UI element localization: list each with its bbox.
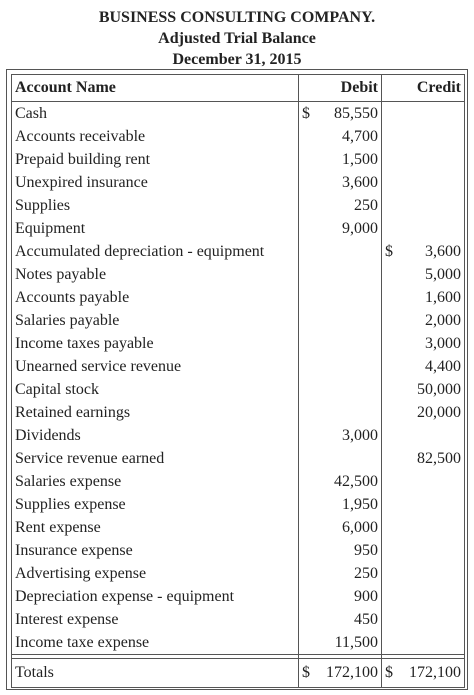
credit-value: 5,000 <box>425 266 461 283</box>
account-row <box>12 516 465 539</box>
credit-cell <box>382 286 465 309</box>
account-row <box>12 332 465 355</box>
totals-debit-cell <box>299 659 382 688</box>
credit-value: 20,000 <box>417 404 461 421</box>
credit-value: 3,600 <box>425 243 461 260</box>
account-name-cell: Interest expense <box>12 608 299 631</box>
debit-value: 250 <box>354 565 378 582</box>
trial-balance-frame <box>6 69 468 690</box>
debit-value: 900 <box>354 588 378 605</box>
account-row <box>12 240 465 263</box>
account-name-cell: Advertising expense <box>12 562 299 585</box>
debit-value: 42,500 <box>334 473 378 490</box>
account-name-cell: Supplies expense <box>12 493 299 516</box>
debit-cell <box>299 585 382 608</box>
credit-cell <box>382 470 465 493</box>
debit-cell <box>299 631 382 655</box>
debit-value: 250 <box>354 197 378 214</box>
account-row <box>12 355 465 378</box>
account-row <box>12 309 465 332</box>
report-title: Adjusted Trial Balance <box>158 30 316 47</box>
totals-credit-currency-symbol: $ <box>385 664 393 681</box>
credit-cell <box>382 332 465 355</box>
debit-cell <box>299 263 382 286</box>
debit-cell <box>299 332 382 355</box>
credit-value: 82,500 <box>417 450 461 467</box>
credit-cell <box>382 562 465 585</box>
account-name-cell: Unexpired insurance <box>12 171 299 194</box>
credit-cell <box>382 447 465 470</box>
totals-debit-currency-symbol: $ <box>302 664 310 681</box>
account-row <box>12 102 465 126</box>
account-row <box>12 470 465 493</box>
account-name-cell: Income taxe expense <box>12 631 299 655</box>
account-name-cell: Dividends <box>12 424 299 447</box>
debit-currency-symbol: $ <box>302 105 310 122</box>
debit-cell <box>299 286 382 309</box>
debit-value: 11,500 <box>334 634 378 651</box>
account-row <box>12 286 465 309</box>
column-header-account-name: Account Name <box>12 75 299 102</box>
credit-cell <box>382 539 465 562</box>
totals-credit-cell <box>382 659 465 688</box>
account-name-cell: Rent expense <box>12 516 299 539</box>
credit-cell <box>382 148 465 171</box>
debit-cell <box>299 447 382 470</box>
debit-value: 1,950 <box>342 496 378 513</box>
debit-cell <box>299 493 382 516</box>
debit-cell <box>299 217 382 240</box>
company-name: BUSINESS CONSULTING COMPANY. <box>98 9 376 26</box>
debit-cell <box>299 424 382 447</box>
credit-cell <box>382 171 465 194</box>
account-row <box>12 447 465 470</box>
credit-cell <box>382 217 465 240</box>
account-name-cell: Accounts payable <box>12 286 299 309</box>
account-name-cell: Salaries expense <box>12 470 299 493</box>
debit-cell <box>299 470 382 493</box>
totals-row <box>12 659 465 688</box>
debit-cell <box>299 171 382 194</box>
credit-cell <box>382 263 465 286</box>
account-rows <box>12 102 465 655</box>
account-row <box>12 539 465 562</box>
account-row <box>12 171 465 194</box>
debit-value: 9,000 <box>342 220 378 237</box>
credit-cell <box>382 355 465 378</box>
credit-cell <box>382 125 465 148</box>
account-row <box>12 194 465 217</box>
credit-value: 3,000 <box>425 335 461 352</box>
credit-value: 1,600 <box>425 289 461 306</box>
debit-cell <box>299 148 382 171</box>
debit-cell <box>299 102 382 126</box>
debit-cell <box>299 309 382 332</box>
report-date: December 31, 2015 <box>172 51 302 68</box>
account-name-cell: Notes payable <box>12 263 299 286</box>
credit-cell <box>382 401 465 424</box>
account-row <box>12 631 465 655</box>
account-row <box>12 263 465 286</box>
credit-cell <box>382 378 465 401</box>
debit-cell <box>299 539 382 562</box>
debit-cell <box>299 240 382 263</box>
credit-cell <box>382 194 465 217</box>
credit-cell <box>382 102 465 126</box>
account-name-cell: Capital stock <box>12 378 299 401</box>
account-name-cell: Accounts receivable <box>12 125 299 148</box>
account-name-cell: Equipment <box>12 217 299 240</box>
debit-cell <box>299 401 382 424</box>
account-name-cell: Accumulated depreciation - equipment <box>12 240 299 263</box>
credit-value: 50,000 <box>417 381 461 398</box>
column-header-credit: Credit <box>382 75 465 102</box>
totals-debit-value: 172,100 <box>326 664 378 681</box>
debit-value: 3,000 <box>342 427 378 444</box>
totals-credit-value: 172,100 <box>409 664 461 681</box>
credit-cell <box>382 608 465 631</box>
debit-value: 3,600 <box>342 174 378 191</box>
debit-value: 950 <box>354 542 378 559</box>
debit-cell <box>299 516 382 539</box>
debit-cell <box>299 125 382 148</box>
debit-cell <box>299 562 382 585</box>
account-name-cell: Income taxes payable <box>12 332 299 355</box>
debit-value: 1,500 <box>342 151 378 168</box>
account-row <box>12 125 465 148</box>
account-row <box>12 562 465 585</box>
account-name-cell: Salaries payable <box>12 309 299 332</box>
account-name-cell: Supplies <box>12 194 299 217</box>
debit-value: 85,550 <box>334 105 378 122</box>
account-row <box>12 608 465 631</box>
account-name-cell: Prepaid building rent <box>12 148 299 171</box>
debit-cell <box>299 194 382 217</box>
credit-cell <box>382 585 465 608</box>
account-row <box>12 378 465 401</box>
account-row <box>12 148 465 171</box>
debit-cell <box>299 355 382 378</box>
credit-value: 2,000 <box>425 312 461 329</box>
debit-value: 6,000 <box>342 519 378 536</box>
debit-cell <box>299 378 382 401</box>
debit-value: 4,700 <box>342 128 378 145</box>
debit-cell <box>299 608 382 631</box>
account-name-cell: Insurance expense <box>12 539 299 562</box>
credit-cell <box>382 631 465 655</box>
credit-cell <box>382 516 465 539</box>
account-row <box>12 401 465 424</box>
credit-cell <box>382 240 465 263</box>
account-row <box>12 424 465 447</box>
credit-cell <box>382 309 465 332</box>
account-name-cell: Retained earnings <box>12 401 299 424</box>
column-header-debit: Debit <box>299 75 382 102</box>
totals-label: Totals <box>12 659 299 688</box>
account-name-cell: Cash <box>12 102 299 126</box>
credit-cell <box>382 493 465 516</box>
credit-currency-symbol: $ <box>385 243 393 260</box>
account-row <box>12 217 465 240</box>
account-name-cell: Service revenue earned <box>12 447 299 470</box>
credit-cell <box>382 424 465 447</box>
account-row <box>12 585 465 608</box>
trial-balance-table <box>11 74 465 688</box>
debit-value: 450 <box>354 611 378 628</box>
credit-value: 4,400 <box>425 358 461 375</box>
account-name-cell: Unearned service revenue <box>12 355 299 378</box>
header-row <box>12 75 465 102</box>
account-name-cell: Depreciation expense - equipment <box>12 585 299 608</box>
account-row <box>12 493 465 516</box>
report-header <box>0 0 474 68</box>
